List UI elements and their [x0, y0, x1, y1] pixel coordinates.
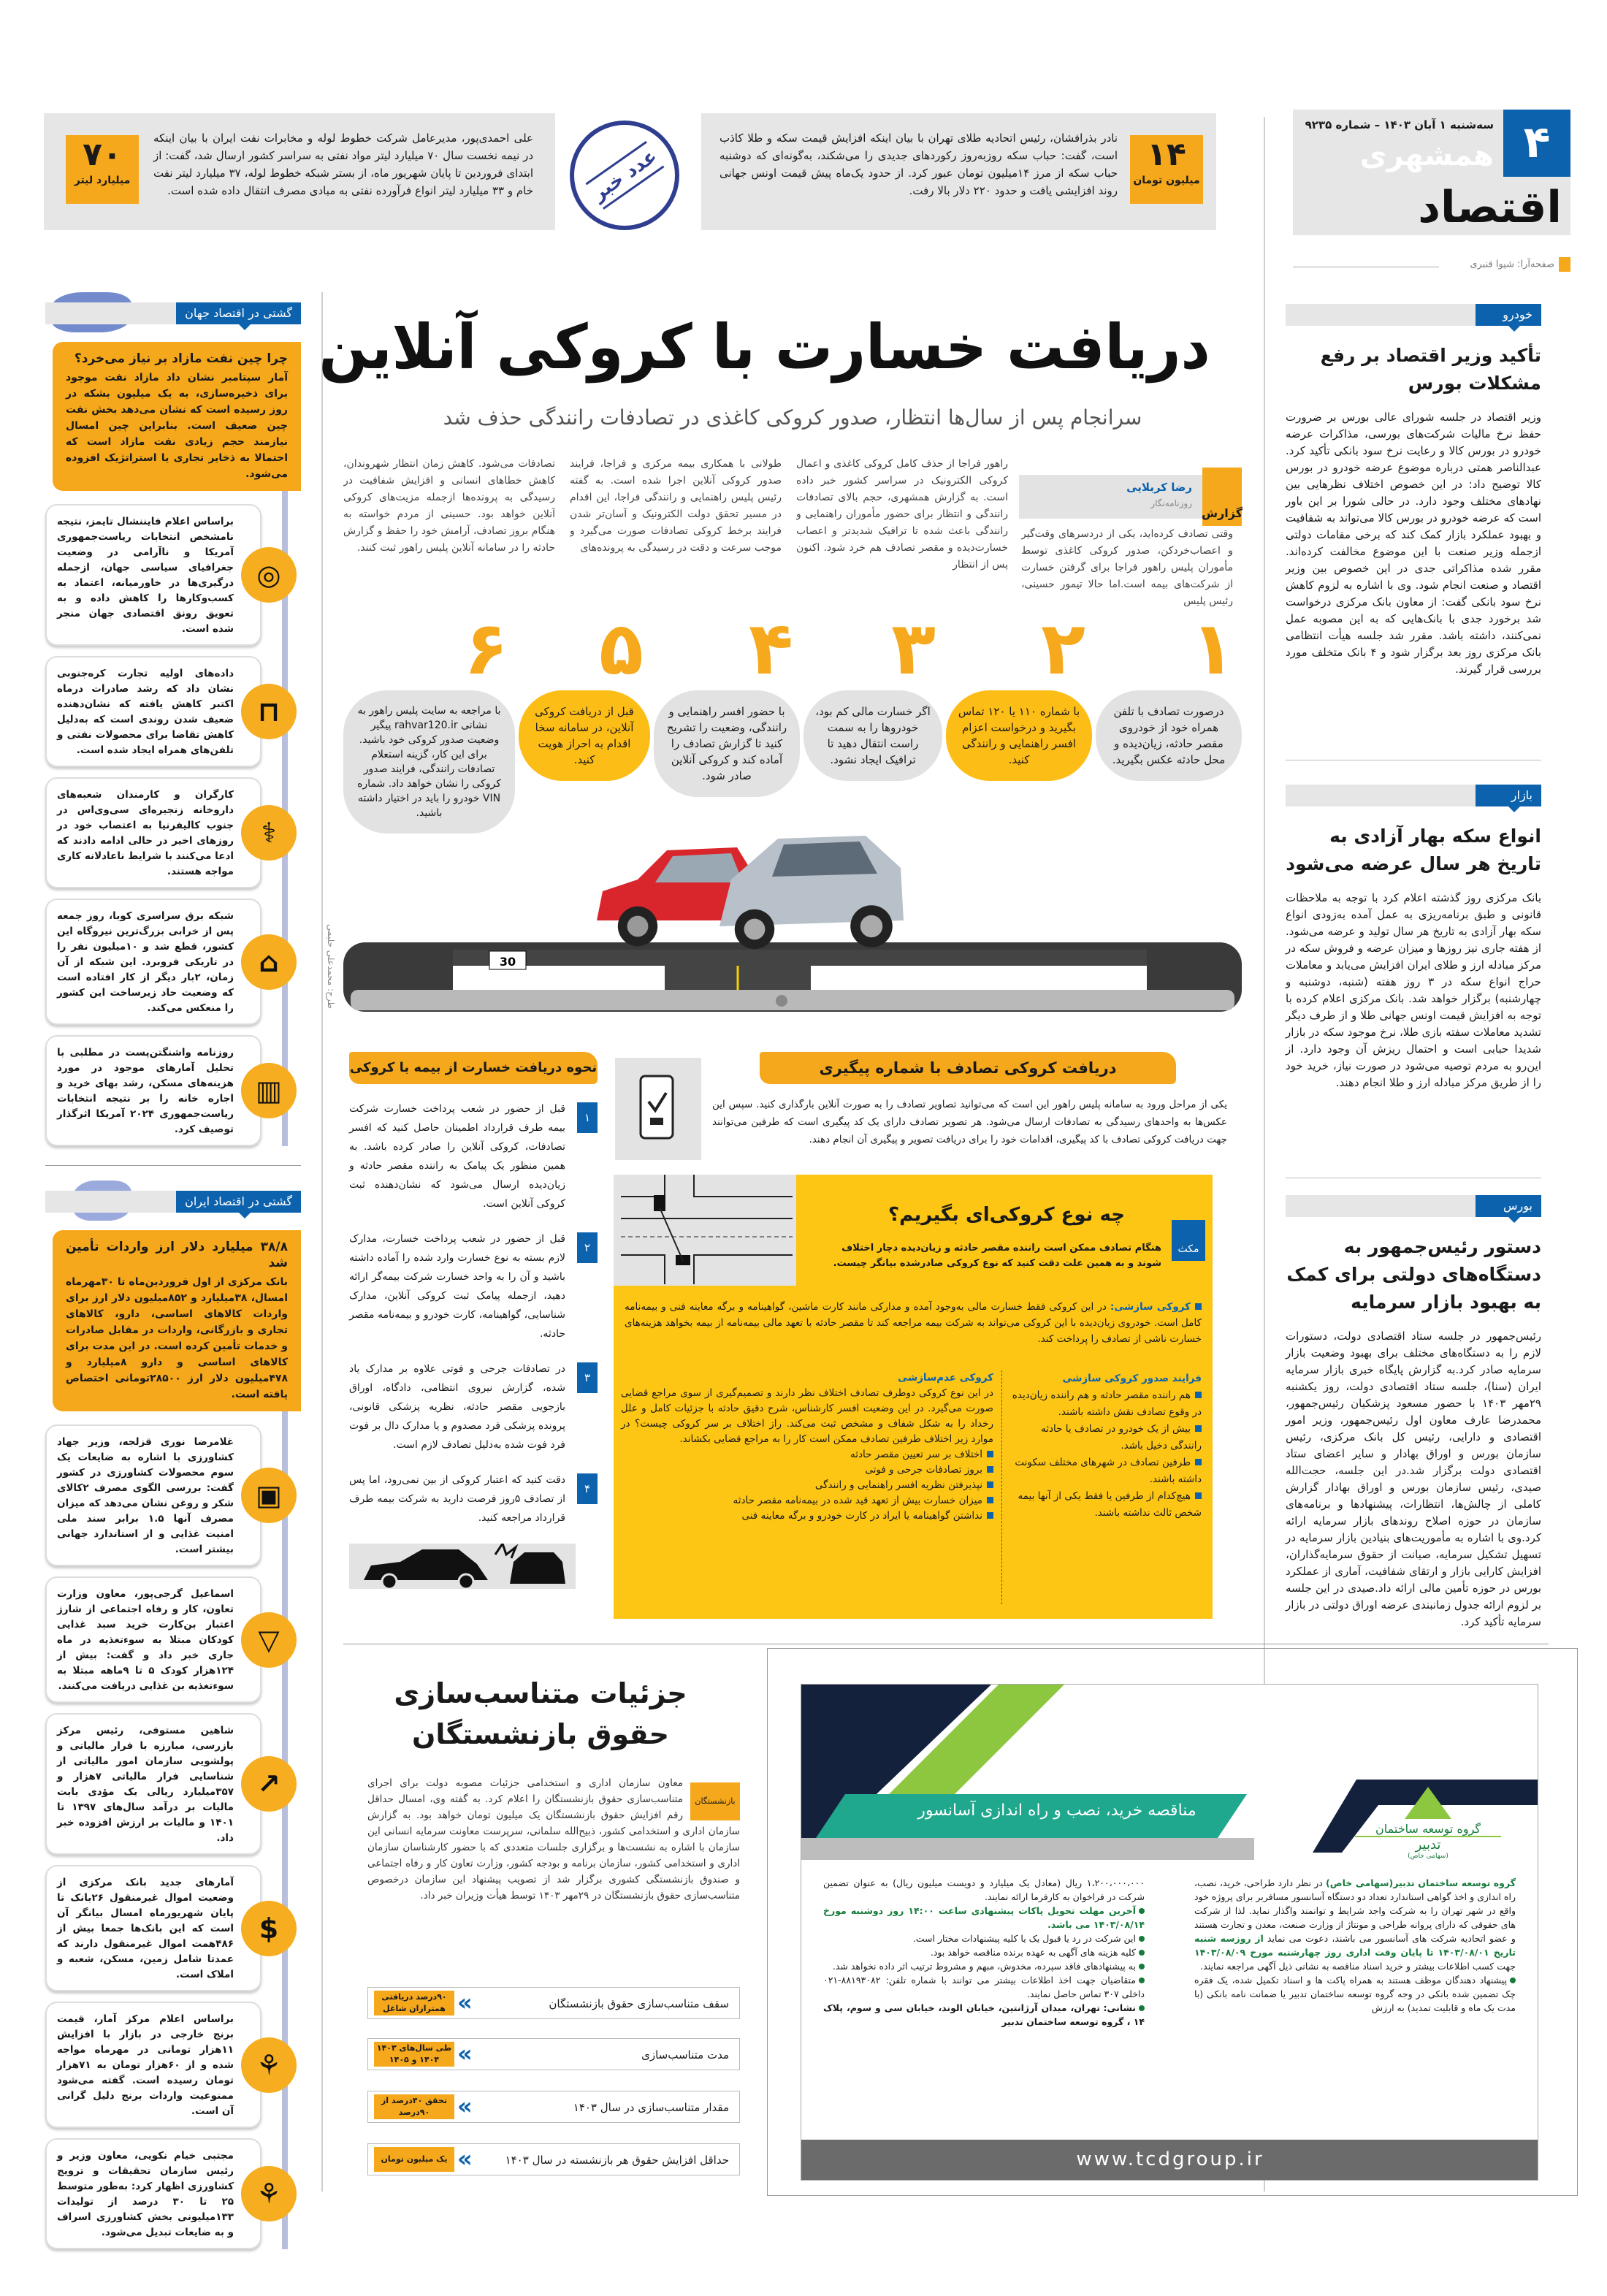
row-label: مقدار متناسب‌سازی در سال ۱۴۰۳: [573, 2101, 729, 2114]
process-item: طرفین تصادف در شهرهای مختلف سکونت داشته باشند.: [1015, 1457, 1202, 1485]
featured-text: بانک مرکزی از اول فروردین‌ماه تا ۳۰مهرماه امسال، ۳۸میلیارد و ۸۵۲میلیون دلار ارز برای واردات کالاهای اساسی، دارو، کالاهای تجاری و بازرگانی، واردات در مقابل صادرات و خدمات تأمین کرده است. در این مدت برای کالاهای اساسی و دارو ۸میلیارد و ۴۷۸میلیون دلار ارز ۲۸۵۰۰تومانی اختصاص یافته است.: [66, 1276, 289, 1400]
row-value: طی سال‌های ۱۴۰۳ ۱۴۰۴ و ۱۴۰۵: [374, 2042, 454, 2067]
main-subtitle: سرانجام پس از سال‌ها انتظار، صدور کروکی کاغذی در تصادفات رانندگی حذف شد: [443, 405, 1142, 430]
step-bubble: با مراجعه به سایت پلیس راهور به نشانی rahvar120.ir پیگیر وضعیت صدور کروکی خود باشید. برای این کار، گزینه استعلام تصادفات رانندگی، فرایند صدور کروکی را نشان خواهد داد. شماره VIN خودرو را باید در اختیار داشته باشید.: [343, 690, 515, 834]
stamp-logo: [570, 121, 679, 230]
crane-icon: ⊓: [241, 684, 297, 739]
section-tag: خودرو: [1476, 304, 1541, 326]
body-column: تصادفات می‌شود. کاهش زمان انتظار شهروندان، کاهش خطاهای انسانی و افزایش شفافیت در رسیدگی به پرونده‌ها ازجمله مزیت‌های کروکی آنلاین خواهد بود. حسینی از مردم خواسته به هنگام بروز تصادف، آرامش خود را حفظ و گزارش حادثه را در سامانه آنلاین پلیس راهور ثبت کنند.: [343, 458, 555, 554]
ad-bullet: کلیه هزینه های آگهی به عهده برنده مناقصه خواهد بود.: [823, 1945, 1145, 1959]
sidebar-header-text: گشتی در اقتصاد ایران: [176, 1191, 301, 1213]
chart-up-icon: ↗: [241, 1756, 297, 1812]
news-box: [45, 504, 262, 646]
step-number: ۵: [599, 606, 644, 691]
ad-bullet: این شرکت در رد یا قبول یک یا کلیه پیشنهادات مختار است.: [823, 1931, 1145, 1945]
sidebar-news-item: [29, 2138, 301, 2249]
claim-step: [349, 1359, 598, 1454]
news-box: [45, 1035, 262, 1146]
step-number: ۱: [1191, 606, 1236, 691]
process-item: بیش از یک خودرو در تصادف یا حادثه رانندگی دخیل باشد.: [1040, 1423, 1202, 1452]
byline: [1019, 475, 1242, 519]
row-label: مدت متناسب‌سازی: [641, 2048, 729, 2062]
row-label: حداقل افزایش حقوق هر بازنشسته در سال ۱۴۰۳: [505, 2154, 729, 2167]
news-box: [45, 1576, 262, 1703]
news-text: شبکه برق سراسری کوبا، روز جمعه پس از خرابی بزرگ‌ترین نیروگاه این کشور، قطع شد و ۱۰میلیون نفر را در تاریکی فروبرد. این شبکه از آن زمان، ۲بار دیگر از کار افتاده است که وضعیت حاد زیرساخت این کشور را منعکس می‌کند.: [57, 910, 234, 1014]
consensual-label: کروکی سازشی:: [1110, 1301, 1191, 1313]
news-text: غلامرضا نوری قزلجه، وزیر جهاد کشاورزی با اشاره به ضایعات یک سوم محصولات کشاورزی در کشور گفت: بررسی الگوی مصرف ۲کالای شکر و روغن نشان می‌دهد که میزان مصرف آنها ۱.۵ برابر سند ملی امنیت غذایی و از استاندارد جهانی بیشتر است.: [57, 1436, 234, 1555]
ad-deadline: آخرین مهلت تحویل پاکات پیشنهادی ساعت ۱۴:۰۰ روز دوشنبه مورخ ۱۴۰۳/۰۸/۱۴ می باشد.: [823, 1905, 1145, 1930]
body-column: وقتی تصادف کرده‌اید، یکی از دردسرهای وقت‌گیر و اعصاب‌خردکن، صدور کروکی کاغذی توسط مأموران پلیس راهور فراجا برای گرفتن خسارت از شرکت‌های بیمه است.اما حالا تیمور حسینی، رئیس پلیس: [1021, 528, 1233, 606]
step-bubble: قبل از دریافت کروکی آنلاین، در سامانه سخا اقدام به احراز هویت کنید.: [519, 690, 650, 781]
ad-bullet: متقاضیان جهت اخذ اطلاعات بیشتر می توانند با شماره تلفن: ۸۸۱۹۳۰۸۲-۰۲۱ داخلی ۳۰۷ تماس حاصل نمایند.: [823, 1975, 1145, 1999]
pension-row: [367, 2038, 740, 2070]
featured-news: [53, 342, 301, 491]
nonconsensual-item: میزان خسارت بیش از تعهد قید شده در بیمه‌نامه مقصر حادثه: [621, 1493, 993, 1509]
step-number: ۲: [1041, 606, 1086, 691]
title-line: حقوق بازنشستگان: [411, 1718, 670, 1750]
process-title: فرایند صدور کروکی سازشی: [1062, 1373, 1202, 1384]
nonconsensual-item: نداشتن گواهینامه یا ایراد در کارت خودرو و برگه معاینه فنی: [621, 1509, 993, 1524]
sidebar-header-block: [29, 1181, 301, 1224]
row-value: ۹۰درصد دریافتی همترازان شاغل: [374, 1991, 454, 2015]
pension-title: [343, 1673, 738, 1755]
section-heading: دریافت کروکی تصادف با شماره پیگیری: [760, 1052, 1176, 1084]
main-headline-wrap: [318, 300, 1242, 412]
news-text: داده‌های اولیه تجارت کره‌جنوبی نشان داد که رشد صادرات درماه اکتبر کاهش یافته که نشان‌دهنده ضعیف شدن روندی است که به‌دلیل کاهش تقاضا برای محصولات نفتی و تلفن‌های همراه ایجاد شده است.: [57, 668, 234, 756]
step-bubble: با شماره ۱۱۰ یا ۱۲۰ تماس بگیرید و درخواست اعزام افسر راهنمایی و رانندگی کنید.: [946, 690, 1092, 781]
news-text: کارگران و کارمندان شعبه‌های داروخانه زنجیره‌ای سی‌وی‌اس در جنوب کالیفرنیا به اعتصاب خود در روزهای اخیر در حالی ادامه دادند که ادعا می‌کنند با شرایط ناعادلانه کاری مواجه هستند.: [57, 789, 234, 877]
credit-text: صفحه‌آرا: شیوا قنبری: [1470, 259, 1554, 270]
ad-address: نشانی: تهران، میدان آرژانتین، خیابان الوند، خیابان سی و سوم، پلاک ۱۴ ، گروه توسعه ساختمان تدبیر: [823, 2002, 1145, 2027]
step-bubble: اگر خسارت مالی کم بود، خودروها را به سمت راست انتقال دهید تا ترافیک ایجاد نشود.: [804, 690, 942, 781]
article: [1286, 785, 1541, 1091]
news-box: [45, 899, 262, 1025]
teaser-text: نادر بذرافشان، رئیس اتحادیه طلای تهران با بیان اینکه افزایش قیمت سکه و طلا کاذب است، گفت: حباب سکه روزبه‌روز رکوردهای جدیدی را می‌شکند، به‌گونه‌ای که دوشنبه حباب سکه از مرز ۱۴میلیون تومان عبور کرد. از حدود یک‌ماه پیش قیمت اونس جهانی روند افزایشی یافت و حدود ۲۲۰ دلار بالا رفت.: [719, 131, 1118, 197]
news-text: شاهین مستوفی، رئیس مرکز بازرسی، مبارزه با فرار مالیاتی و پولشویی سازمان امور مالیاتی از شناسایی فرار مالیاتی ۷هزار و ۳۵۷میلیارد ریالی یک مؤدی بابت مالیات بر درآمد سال‌های ۱۳۹۷ تا ۱۴۰۱ و مالیات بر ارزش افزوده خبر داد.: [57, 1725, 234, 1844]
claim-step: [349, 1229, 598, 1343]
sidebar-news-item: [29, 2002, 301, 2128]
sidebar-header: [45, 1191, 301, 1213]
section-title: اقتصاد: [1418, 182, 1562, 233]
claim-step: [349, 1099, 598, 1213]
news-box: [45, 1865, 262, 1991]
page-number: ۴: [1503, 110, 1570, 177]
paper-logo: همشهری: [1359, 139, 1494, 172]
sidebar-news-item: [29, 899, 301, 1025]
claim-step-text: دقت کنید که اعتبار کروکی از بین نمی‌رود، اما پس از تصادف ۵روز فرصت دارید به شرکت بیمه طرف قرارداد مراجعه کنید.: [349, 1474, 565, 1524]
accident-sketch-diagram: [614, 1175, 796, 1286]
chevron-icon: «: [457, 1988, 473, 2016]
ad-bullet: به پیشنهادهای فاقد سپرده، مخدوش، مبهم و مشروط ترتیب اثر داده نخواهد شد.: [823, 1959, 1145, 1973]
ad-banner-title: مناقصه خرید، نصب و راه اندازی آسانسور: [917, 1801, 1196, 1820]
section-heading: نحوه دریافت خسارت از بیمه با کروکی: [349, 1052, 598, 1084]
teaser-gold: [701, 113, 1216, 230]
nonconsensual-title: کروکی عدم‌سازشی: [898, 1372, 993, 1384]
article-title: انواع سکه بهار آزادی به تاریخ هر سال عرضه می‌شود: [1286, 825, 1541, 874]
news-box: [45, 1424, 262, 1566]
marker-icon: [1559, 257, 1570, 272]
featured-title: چرا چین نفت مازاد بر نیاز می‌خرد؟: [74, 351, 288, 366]
sidebar-header: [45, 302, 301, 324]
claim-step-text: قبل از حضور در شعب پرداخت خسارت شرکت بیمه طرف قرارداد اطمینان حاصل کنید که افسر تصادفات، کروکی آنلاین را صادر کرده باشد. به همین منظور یک پیامک به راننده مقصر حادثه و زیان‌دیده ارسال می‌شود که نشان‌دهنده ثبت کروکی آنلاین است.: [349, 1103, 565, 1210]
house-plug-icon: ⌂: [241, 934, 297, 990]
pause-title: چه نوع کروکی‌ای بگیریم؟: [888, 1204, 1125, 1226]
article-title: دستور رئیس‌جمهور به دستگاه‌های دولتی برای کمک به بهبود بازار سرمایه: [1286, 1236, 1541, 1313]
consensual-paragraph: [625, 1299, 1202, 1347]
rice-plant-icon: ⚘: [241, 2037, 297, 2093]
sidebar-header-block: [29, 292, 301, 336]
main-headline: دریافت خسارت با کروکی آنلاین: [318, 311, 1210, 383]
teaser-number: ۱۴: [1147, 136, 1186, 173]
teaser-unit: میلیارد لیتر: [74, 175, 131, 186]
row-value: یک میلیون تومان: [374, 2147, 454, 2172]
article-body: بانک مرکزی روز گذشته اعلام کرد با توجه به ملاحظات قانونی و طبق برنامه‌ریزی به عمل آمده به‌زودی انواع سکه بهار آزادی به تاریخ هر سال تولید و عرضه می‌شود. از هفته جاری نیز روزها و میزان عرضه و فروش سکه در مرکز مبادله ارز و طلای ایران افزایش می‌یابد و معاملات حراج انواع سکه در ۳ روز هفته (شنبه، دوشنبه و چهارشنبه) برگزار خواهد شد. بانک مرکزی اعلام کرده با توجه به افزایش قیمت اونس جهانی طلا و از طرف دیگر تشدید معاملات سفته بازی طلا، نرخ موجود سکه در بازار شدیدا حبابی است و احتمال ریزش آن وجود دارد. از این‌رو به مردم توصیه می‌شود در صورت نیاز، خرید خود را از طریق مرکز مبادله ارز و طلا انجام دهند.: [1286, 891, 1542, 1089]
sidebar-news-item: [29, 1576, 301, 1703]
article-body: رئیس‌جمهور در جلسه ستاد اقتصادی دولت، دستورات لازم را به دستگاه‌های مختلف برای بهبود وضعیت بازار سرمایه صادر کرد.به گزارش پایگاه خبری بازار سرمایه ایران (سنا)، جلسه ستاد اقتصادی دولت، روز یکشنبه ۲۹مهر ۱۴۰۳ با حضور مسعود پزشکیان رئیس‌جمهور، محمدرضا عارف معاون اول رئیس‌جمهور، وزیر امور اقتصادی و دارایی، رئیس کل بانک مرکزی، رئیس سازمان بورس و اوراق بهادار و سایر اعضای ستاد اقتصادی دولت برگزار شد.در این جلسه، حجت‌الله صیدی، رئیس سازمان بورس و اوراق بهادار گزارش کاملی از چالش‌ها، انتظارات، پیشنهادها و برنامه‌های سازمان در حوزه اصلاح روندهای بازار سرمایه ارائه کرد.وی با اشاره به مأموریت‌های بنیادین بازار سرمایه در تسهیل تشکیل سرمایه، صیانت از حقوق سرمایه‌گذاران، افزایش کارایی بازار و ارتقای شفافیت، آماری از عملکرد بورس در حوزه تأمین مالی ارائه داد.صیدی در این جلسه بر لزوم ارائه جدول زمانبندی عرضه اوراق دولتی در بازار سرمایه تأکید کرد.: [1286, 1330, 1541, 1628]
article-body: وزیر اقتصاد در جلسه شورای عالی بورس بر ضرورت حفظ نرخ مالیات شرکت‌های بورسی، مذاکرات عرضه خودرو در بورس کالا و رعایت نرخ سود بانکی تأکید کرد. عبدالناصر همتی درباره موضوع عرضه خودرو در بورس کالا توضیح داد: در این خصوص اختلاف نظرهایی بین نهادهای مختلف وجود دارد. در حالی شورا بر این باور است که عرضه خودرو در بورس کالا می‌تواند به شفافیت و بهبود عملکرد بازار کمک کند که برخی مقامات دولتی ازجمله وزیر صنعت با این موضوع مخالفت کرده‌اند. مقرر شده مذاکراتی جدی در این خصوص بین وزیر اقتصاد و صنعت انجام شود. وی با اشاره به لزوم کاهش نرخ سود بانکی گفت: از معاون بانک مرکزی درخواست شد برخورد جدی با بانک‌هایی که به این مصوبه عمل نمی‌کنند، داشته باشد. مقرر شد جلسه هیأت انتظامی بانک مرکزی روز بعد برگزار شود و ۴ بانک متخلف مورد بررسی قرار گیرند.: [1286, 411, 1542, 676]
claim-step-text: قبل از حضور در شعب پرداخت خسارت، مدارک لازم بسته به نوع خسارت وارد شده را آماده داشته باشید و آن را به واحد خسارت شرکت بیمه‌گر ارائه دهید، ازجمله پیامک ثبت کروکی آنلاین، مدارک شناسایی، گواهینامه، کارت خودرو و بیمه‌نامه مقصر حادثه.: [349, 1233, 565, 1340]
teaser-oil: [44, 113, 555, 230]
pension-row: [367, 2091, 740, 2123]
teaser-number-box: [1130, 135, 1203, 204]
section-tag: بورس: [1476, 1195, 1541, 1217]
teaser-number: ۷۰: [83, 136, 122, 173]
nonconsensual-item: بروز تصادفات جرحی و فوتی: [621, 1462, 993, 1478]
basket-icon: ▽: [241, 1612, 297, 1668]
article-title: تأکید وزیر اقتصاد بر رفع مشکلات بورس: [1320, 345, 1541, 394]
news-box: [45, 777, 262, 888]
speed-sign: 30: [499, 955, 516, 969]
globe-hand-icon: ◎: [241, 547, 297, 603]
step-number: ۳: [891, 606, 936, 691]
sidebar-news-item: [29, 1035, 301, 1146]
body-column: راهور فراجا از حذف کامل کروکی کاغذی و اعمال کروکی الکترونیک در سراسر کشور خبر داده است. به گزارش همشهری، حجم بالای تصادفات رانندگی و انتظار برای حضور مأموران راهنمایی و رانندگی باعث شده تا ترافیک شدیدتر و اعصاب خسارت‌دیده و مقصر تصادف هم خرد شود. اکنون پس از انتظار: [796, 458, 1008, 571]
buildings-icon: ▥: [241, 1063, 297, 1118]
step-bubble: درصورت تصادف با تلفن همراه خود از خودروی مقصر حادثه، زیان‌دیده و محل حادثه عکس بگیرید.: [1096, 690, 1242, 781]
title-line: جزئیات متناسب‌سازی: [394, 1677, 687, 1709]
consensual-text: در این کروکی فقط خسارت مالی به‌وجود آمده و مدارکی مانند کارت ماشین، گواهینامه و برگه معاینه فنی و بیمه‌نامه کامل است. خودروی زیان‌دیده با این کروکی می‌تواند به شرکت بیمه مراجعه کند تا مقصر حادثه با تعهد مالی بیمه‌نامه از بیمه بخواهد هزینه‌های خسارت ناشی از تصادف را پرداخت کند.: [625, 1301, 1202, 1345]
teaser-unit: میلیون تومان: [1133, 175, 1200, 186]
pension-kicker: بازنشستگان: [690, 1782, 740, 1820]
sidebar-news-item: [29, 777, 301, 888]
ad-logo: [1355, 1787, 1501, 1860]
section-tag: بازار: [1476, 785, 1541, 806]
teaser-number-box: [66, 135, 139, 204]
advertisement: [767, 1648, 1578, 2196]
pension-text: معاون سازمان اداری و استخدامی جزئیات مصوبه دولت برای اجرای متناسب‌سازی حقوق بازنشستگان را اعلام کرد. به گفته وی، امسال حداقل رقم افزایش حقوق بازنشستگان یک میلیون تومان خواهد بود. به گزارش سازمان اداری و استخدامی کشور، ذبیح‌الله سلمانی، سرپرست معاونت سرمایه انسانی این سازمان با اشاره به نشست‌ها و برگزاری جلسات متعددی که با حضور کارشناسان سازمان اداری و استخدامی کشور، سازمان برنامه و بودجه کشور، وزارت تعاون کار و رفاه اجتماعی و صندوق بازنشستگی کشوری برگزار شد از تصویب پیشنهاد این سازمان درخصوص متناسب‌سازی حقوق بازنشستگان در ۲۹مهر ۱۴۰۳ توسط هیأت وزیران خبر داد.: [367, 1777, 740, 1902]
chevron-icon: «: [457, 2145, 473, 2173]
illustration-credit: طرح: محمدعلی حلیمی: [326, 924, 336, 1010]
sidebar-header-text: گشتی در اقتصاد جهان: [176, 302, 301, 324]
step-number: ۴: [749, 606, 794, 691]
step-bubble: با حضور افسر راهنمایی و رانندگی، وضعیت را تشریح کنید تا گزارش تصادف را آماده کند و کروکی آنلاین صادر شود.: [654, 690, 800, 797]
phone-checkmark-icon: [615, 1058, 701, 1160]
ad-website-link[interactable]: www.tcdgroup.ir: [801, 2140, 1538, 2180]
news-box: [45, 1713, 262, 1855]
news-box: [45, 2002, 262, 2128]
news-text: مجتبی خیام نکویی، معاون وزیر و رئیس سازمان تحقیقات و ترویج کشاورزی اظهار کرد: به‌طور متوسط ۲۵ تا ۳۰ درصد از تولیدات ۱۳۳میلیونی بخش کشاورزی اسراف و به ضایعات تبدیل می‌شود.: [57, 2150, 234, 2238]
body-column: طولانی با همکاری بیمه مرکزی و فراجا، فرایند صدور کروکی آنلاین اجرا شده است. به گفته رئیس پلیس راهنمایی و رانندگی فراجا، این اقدام در مسیر تحقق دولت الکترونیک و آسان‌تر شدن فرایند برخط کروکی تصادفات صورت می‌گیرد و موجب سرعت و دقت در رسیدگی به پرونده‌های: [570, 458, 782, 554]
process-item: هم راننده مقصر حادثه و هم راننده زیان‌دیده در وقوع تصادف نقش داشته باشند.: [1012, 1389, 1202, 1418]
news-box: [45, 656, 262, 767]
article: [1286, 1195, 1541, 1631]
claim-steps: [349, 1099, 598, 1589]
crashed-cars-icon: [584, 833, 913, 950]
step-number-badge: ۱: [577, 1102, 598, 1133]
news-box: [45, 2138, 262, 2249]
pension-text-block: [367, 1775, 740, 1904]
step-number: ۶: [464, 606, 509, 691]
stamp-text: عدد خبر: [585, 141, 664, 210]
nonconsensual-item: نپذیرفتن نظریه افسر راهنمایی و رانندگی: [621, 1478, 993, 1493]
row-label: سقف متناسب‌سازی حقوق بازنشستگان: [549, 1997, 729, 2010]
pension-row: [367, 1987, 740, 2019]
sidebar-news-item: [29, 1865, 301, 1991]
wheat-icon: ⚘: [241, 2166, 297, 2221]
chevron-icon: «: [457, 2040, 473, 2067]
money-bag-icon: $: [241, 1901, 297, 1956]
sidebar-news-item: [29, 1713, 301, 1855]
pension-row: [367, 2143, 740, 2175]
pause-intro: هنگام تصادف ممکن است راننده مقصر حادثه و زیان‌دیده دچار اختلاف شوند و به همین علت دقت کنید که نوع کروکی صادرشده بیانگر چیست.: [833, 1243, 1161, 1269]
pause-box: [614, 1175, 1213, 1619]
issue-date: سه‌شنبه ۱ آبان ۱۴۰۳ – شماره ۹۲۳۵: [1305, 118, 1494, 131]
ad-intro: گروه توسعه ساختمان تدبیر(سهامی خاص) در نظر دارد طراحی، خرید، نصب، راه اندازی و اخذ گواهی استاندارد تعداد دو دستگاه آسانسور مسافربر برای پروژه خود واقع در شهر تهران را به شرکت واجد شرایط و توانمند واگذار نماید. لذا از شرکت های حقوقی که دارای پروانه طراحی و مونتاژ از وزارت صنعت، معدن و تجارت هستند و عضو اتحادیه شرکت های آسانسور می باشند، دعوت می نماید از روزسه شنبه تاریخ ۱۴۰۳/۰۸/۰۱ تا پایان وقت اداری روز چهارشنبه مورخ ۱۴۰۳/۰۸/۰۹ جهت کسب اطلاعات بیشتر و خرید اسناد مناقصه به نشانی ذیل آگهی مراجعه نمایند. پیشنهاد دهندگان موظف هستند به همراه پاکت ها و اسناد تکمیل شده، یک فقره چک تضمین شده بانکی در وجه گروه توسعه ساختمان تدبیر یا ضمانت نامه بانکی (با مدت یک ماه و قابلیت تمدید) به ارزش: [1194, 1877, 1516, 2013]
featured-news: [53, 1230, 301, 1411]
featured-text: آمار سپتامبر نشان داد مازاد نفت موجود برای ذخیره‌سازی، به یک میلیون بشکه در روز رسیده است که نشان می‌دهد بخش نفت چین ضعیف است. بنابراین چین امسال نیازمند حجم زیادی نفت مازاد است که احتمالا به ذخایر تجاری یا استراتژیک افزوده می‌شود.: [66, 372, 288, 480]
featured-title: ۳۸/۸ میلیارد دلار ارز واردات تأمین شد: [66, 1240, 288, 1270]
ad-conditions: [823, 1876, 1145, 2029]
masthead: [1293, 110, 1570, 235]
section-tag-bar: [1286, 304, 1541, 326]
news-text: اسماعیل گرجی‌پور، معاون وزارت تعاون، کار و رفاه اجتماعی از شارژ اعتبار بن‌کارت خرید سبد غذایی کودکان مبتلا به سوءتغذیه در ماه جاری خبر داد و گفت: بیش از ۱۲۴هزار کودک ۵ تا ۹ماهه مبتلا به سوءتغذیه بن غذایی دریافت می‌کنند.: [57, 1588, 234, 1692]
news-text: براساس اعلام مرکز آمار، قیمت برنج خارجی در بازار با افزایش ۱۱هزار تومانی در مهرماه مواجه شده و از ۶۰هزار تومان به ۷۱هزار تومان رسیده است. گفته می‌شود ممنوعیت واردات برنج دلیل گرانی آن است.: [57, 2013, 234, 2117]
news-text: براساس اعلام فایننشال تایمز، نتیجه نامشخص انتخابات ریاست‌جمهوری آمریکا و ناآرامی در وضعیت جغرافیای سیاسی جهان، ازجمله درگیری‌ها در خاورمیانه، اعتماد به کسب‌وکارها را کاهش داده و به تعویق رونق اقتصادی جهان منجر شده است.: [57, 516, 234, 635]
logo-text: (سهامی خاص): [1408, 1853, 1448, 1860]
claim-step-text: در تصادفات جرحی و فوتی علاوه بر مدارک یاد شده، گزارش نیروی انتظامی، دادگاه، اوراق بازجویی مقصر حادثه، نظریه پزشکی قانونی، پرونده پزشکی فرد مصدوم و یا مدارک دال بر فوت فرد فوت شده به‌دلیل تصادف لازم است.: [349, 1363, 565, 1451]
tracking-text: یکی از مراحل ورود به سامانه پلیس راهور این است که می‌توانید تصاویر تصادف را به صورت آنلاین بارگذاری کنید. سپس این عکس‌ها به واحدهای رسیدگی به تصادفات ارسال می‌شود. هر تصویر تصادف دارای یک کد پیگیری است که طرفین می‌توانند جهت دریافت کروکی تصادف با کد پیگیری، اقدامات خود را برای دریافت تصویر و پیگیری آن انجام دهند.: [712, 1099, 1227, 1145]
byline-kicker: گزارش: [1202, 468, 1242, 526]
step-number-badge: ۴: [577, 1473, 598, 1504]
sidebar-news-item: [29, 1424, 301, 1566]
logo-text: گروه توسعه ساختمان: [1375, 1822, 1481, 1836]
main-subtitle-wrap: [343, 405, 1242, 430]
news-text: آمارهای جدید بانک مرکزی از وضعیت اموال غیرمنقول ۲۶بانک تا پایان شهریورماه امسال بیانگر آن است که این بانک‌ها جمعا بیش از ۴۸۶همت اموال غیرمنقول دارند که عمدتا شامل زمین، مسکن، شعبه و املاک است.: [57, 1877, 234, 1980]
pause-tab: مکث: [1172, 1220, 1205, 1261]
ad-amount: ۱،۲۰۰،۰۰۰،۰۰۰ ریال (معادل یک میلیارد و دویست میلیون ریال) به عنوان تضمین شرکت در فراخوان به کارفرما ارائه نمایند.: [823, 1877, 1145, 1902]
sidebar-news-item: [29, 656, 301, 767]
nonconsensual-section: [621, 1370, 993, 1524]
step-number-badge: ۲: [577, 1232, 598, 1263]
process-item: هیچ‌کدام از طرفین یا فقط یکی از آنها بیمه شخص ثالث نداشته باشند.: [1018, 1490, 1202, 1519]
row-value: تحقق ۴۰درصد از ۹۰درصد: [374, 2094, 454, 2119]
teaser-text: علی احمدی‌پور، مدیرعامل شرکت خطوط لوله و مخابرات نفت ایران با بیان اینکه در نیمه نخست سال ۷۰ میلیارد لیتر مواد نفتی به سراسر کشور ارسال شد، گفت: از ابتدای فروردین تا پایان شهریور ماه، از بستر شبکه خطوط لوله، ۳۷ میلیارد لیتر نفت خام و ۳۳ میلیارد لیتر انواع فرآورده نفتی به مبادی مصرف انتقال داده شده است.: [153, 131, 533, 197]
layout-credit: [1293, 257, 1570, 278]
section-tag-bar: [1286, 1195, 1541, 1217]
author-name: رضا کربلایی: [1126, 481, 1192, 494]
car-crash-icon: [349, 1544, 576, 1589]
section-tag-bar: [1286, 785, 1541, 806]
sugar-cubes-icon: ▣: [241, 1468, 297, 1523]
chevron-icon: «: [457, 2092, 473, 2120]
pharmacy-icon: ⚕: [241, 805, 297, 861]
nonconsensual-item: اختلاف بر سر تعیین مقصر حادثه: [621, 1447, 993, 1462]
step-number-badge: ۳: [577, 1362, 598, 1393]
claim-step: [349, 1471, 598, 1528]
author-role: روزنامه‌نگار: [1150, 498, 1192, 508]
logo-text: تدبیر: [1355, 1836, 1501, 1853]
news-text: روزنامه واشنگتن‌پست در مطلبی با تحلیل آمارهای موجود در مورد هزینه‌های مسکن، رشد بهای خرید و اجاره خانه را بر نتیجه انتخابات ریاست‌جمهوری ۲۰۲۴ آمریکا اثرگذار توصیف کرد.: [57, 1047, 234, 1135]
sidebar: [29, 292, 301, 2238]
nonconsensual-text: در این نوع کروکی دوطرف تصادف اختلاف نظر دارند و تصمیم‌گیری از سوی مراجع قضایی صورت می‌گیرد. در این وضعیت افسر کارشناس، شرح دقیق حادثه با جزئیات کامل و علل رخداد را به شکل شفاف و مشخص ثبت می‌کند. راز اختلاف بر سر کروکی چیست؟ در موارد زیر اختلاف طرفین تصادف ممکن است کار را به مراجع قضایی بکشاند.: [621, 1387, 993, 1445]
article: [1286, 304, 1541, 678]
sidebar-news-item: [29, 504, 301, 646]
process-list: [1012, 1370, 1202, 1522]
